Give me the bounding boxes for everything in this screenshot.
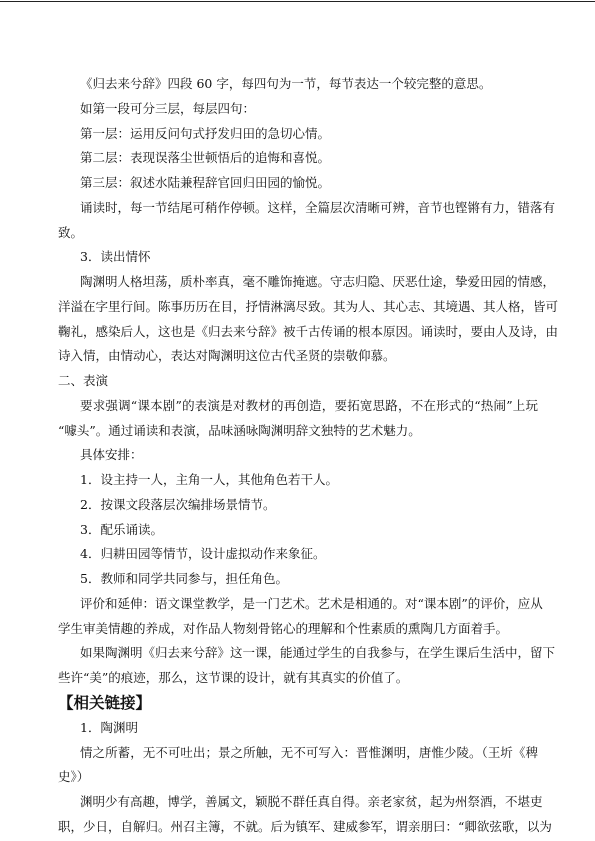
paragraph-line: 评价和延伸：语文课堂教学，是一门艺术。艺术是相通的。对“课本剧”的评价，应从 [80,596,543,611]
paragraph-line: 陶渊明人格坦荡，质朴率真，毫不雕饰掩遮。守志归隐、厌恶仕途，挚爱田园的情感， [80,274,556,289]
paragraph-line: 如果陶渊明《归去来兮辞》这一课，能通过学生的自我参与，在学生课后生活中，留下 [80,645,556,660]
paragraph-line: 鞠礼，感染后人，这也是《归去来兮辞》被千古传诵的根本原因。诵读时，要由人及诗，由 [58,324,559,339]
page-top-rule [0,1,595,2]
quote-line: 史》） [58,769,90,784]
paragraph-line: 些许“美”的痕迹，那么，这节课的设计，就有其真实的价值了。 [58,670,409,685]
paragraph-line: 诗入情，由情动心，表达对陶渊明这位古代圣贤的崇敬仰慕。 [58,348,396,363]
paragraph-line: 如第一段可分三层，每层四句： [80,101,256,116]
paragraph-line: 渊明少有高趣，博学，善属文，颖脱不群任真自得。亲老家贫，起为州祭酒，不堪吏 [80,794,543,809]
paragraph-line: 第一层：运用反问句式抒发归田的急切心情。 [80,126,331,141]
list-item: 3．配乐诵读。 [80,522,163,537]
paragraph-line: 洋溢在字里行间。陈事历历在目，抒情淋漓尽致。其为人、其心志、其境遇、其人格，皆可 [58,299,559,314]
paragraph-line: 《归去来兮辞》四段 60 字，每四句为一节，每节表达一个较完整的意思。 [80,76,492,91]
quote-line: 情之所蓄，无不可吐出；景之所触，无不可写入：晋惟渊明，唐惟少陵。（王圻《稗 [80,745,538,760]
list-item: 2．按课文段落层次编排场景情节。 [80,497,276,512]
section-heading: 二、表演 [58,373,109,388]
section-subheading: 3．读出情怀 [80,249,151,264]
paragraph-line: 第二层：表现误落尘世顿悟后的追悔和喜悦。 [80,150,331,165]
list-item: 5．教师和同学共同参与，担任角色。 [80,571,288,586]
paragraph-line: “噱头”。通过诵读和表演，品味涵咏陶渊明辞文独特的艺术魅力。 [58,423,421,438]
paragraph-line: 致。 [58,225,84,240]
related-links-heading: 【相关链接】 [58,694,152,712]
list-item: 4．归耕田园等情节，设计虚拟动作来象征。 [80,546,326,561]
list-item: 1．设主持一人，主角一人，其他角色若干人。 [80,472,338,487]
paragraph-line: 要求强调“课本剧”的表演是对教材的再创造，要拓宽思路，不在形式的“热闹”上玩 [80,398,538,413]
paragraph-line: 职，少日，自解归。州召主簿，不就。后为镇军、建威参军，谓亲朋曰：“卿欲弦歌，以为 [58,819,552,834]
paragraph-line: 学生审美情趣的养成，对作品人物刻骨铭心的理解和个性素质的熏陶几方面着手。 [58,621,509,636]
paragraph-line: 第三层：叙述水陆兼程辞官回归田园的愉悦。 [80,175,331,190]
paragraph-line: 诵读时，每一节结尾可稍作停顿。这样，全篇层次清晰可辨，音节也铿锵有力，错落有 [80,200,556,215]
section-subheading: 1．陶渊明 [80,720,138,735]
paragraph-line: 具体安排： [80,447,143,462]
